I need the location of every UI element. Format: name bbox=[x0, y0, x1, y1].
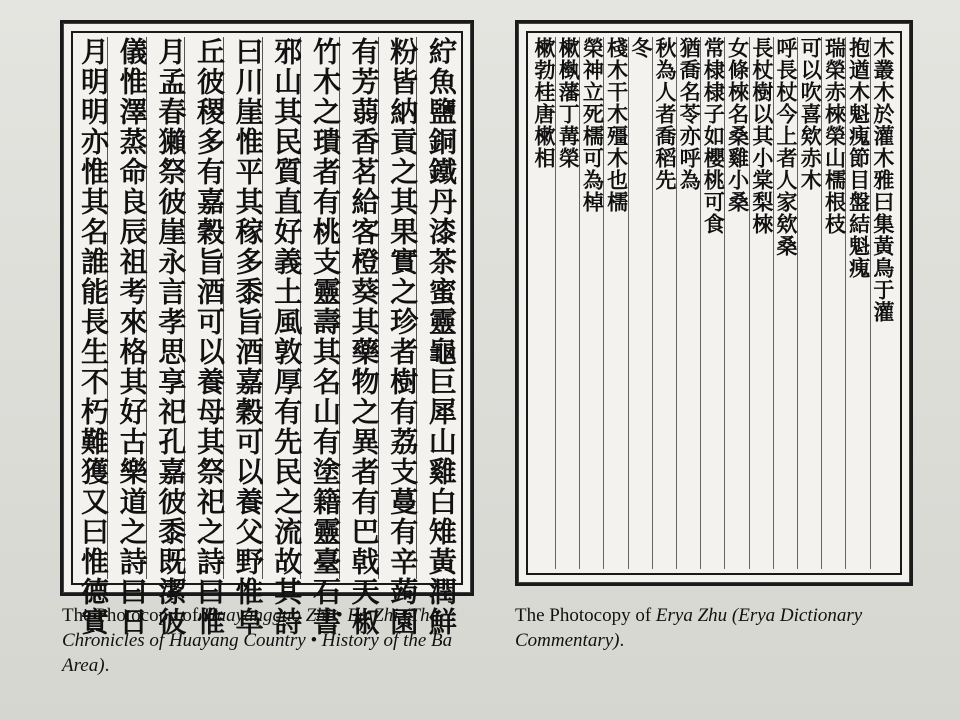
text-column: 儀惟澤蒸命良辰祖考來格其好古樂道之詩曰日 bbox=[115, 37, 149, 637]
caption-suffix: . bbox=[619, 630, 625, 651]
text-column: 紵魚鹽銅鐵丹漆茶蜜靈龜巨犀山雞白雉黃潤鮮 bbox=[424, 37, 458, 637]
text-column: 曰川崖惟平其稼多黍旨酒嘉穀可以養父野惟阜 bbox=[231, 37, 265, 637]
text-column: 秋為人者喬稻先 bbox=[655, 37, 677, 569]
text-column: 棧木干木殭木也檽 bbox=[607, 37, 629, 569]
caption-prefix: The Photocopy of bbox=[515, 605, 656, 626]
text-column: 丘彼稷多有嘉穀旨酒可以養母其祭祀之詩曰惟 bbox=[192, 37, 226, 637]
text-column: 抱遒木魁瘣節目盤結魁瘣 bbox=[849, 37, 871, 569]
text-column: 呼長杖今上者人家欸桑 bbox=[776, 37, 798, 569]
text-column: 常棣棣子如櫻桃可食 bbox=[703, 37, 725, 569]
text-column: 可以吹喜欸赤木 bbox=[800, 37, 822, 569]
text-column: 樕勃桂唐樕相 bbox=[534, 37, 556, 569]
text-column: 有芳蒻香茗給客橙葵其藥物之異者有巴戟天椒 bbox=[347, 37, 381, 637]
caption-title: Erya Zhu (Erya Dictionary Commentary) bbox=[515, 605, 863, 651]
text-column: 月明明亦惟其名誰能長生不朽難獲又曰惟德實 bbox=[77, 37, 110, 637]
text-column: 月孟春獺祭彼崖永言孝思享祀孔嘉彼黍既潔彼 bbox=[154, 37, 188, 637]
text-column: 竹木之璝者有桃支靈壽其名山有塗籍靈臺石書 bbox=[308, 37, 342, 637]
text-column: 猶喬名苓亦呼為 bbox=[679, 37, 701, 569]
erya-zhu-photocopy bbox=[515, 20, 913, 586]
text-column: 木叢木於灌木雅曰集黃鳥于灌 bbox=[870, 37, 896, 323]
text-column: 榮神立死檽可為棹 bbox=[582, 37, 604, 569]
text-column: 女條棶名桑雞小桑 bbox=[728, 37, 750, 569]
text-column: 樕槸藩丁冓榮 bbox=[558, 37, 580, 569]
caption-left bbox=[62, 603, 482, 678]
text-columns bbox=[534, 37, 894, 569]
caption-title: Huayangguo Zhi • Ba Zhi (The Chronicles of Huayang Country • History of the Ba Area) bbox=[62, 605, 453, 676]
text-column: 瑞榮赤棶榮山檽根枝 bbox=[824, 37, 846, 569]
text-column: 長杖樹以其小棠梨棶 bbox=[752, 37, 774, 569]
text-column: 冬 bbox=[631, 37, 653, 569]
text-column: 粉皆納貢之其果實之珍者樹有荔支蔓有辛蒟園 bbox=[386, 37, 420, 637]
caption-prefix: The Photocopy of bbox=[62, 605, 203, 626]
caption-suffix: . bbox=[104, 655, 110, 676]
text-column: 邪山其民質直好義土風敦厚有先民之流故其詩 bbox=[270, 37, 304, 637]
caption-right bbox=[515, 603, 935, 653]
